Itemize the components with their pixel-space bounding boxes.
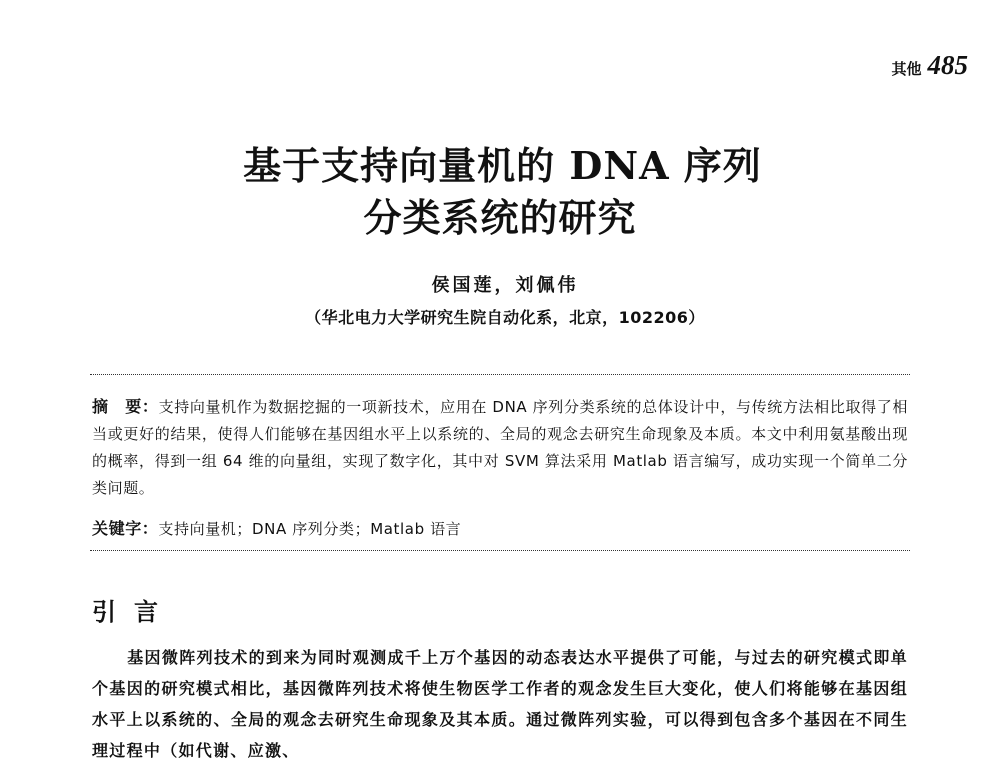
keywords-block [92,515,908,543]
abstract-text: 支持向量机作为数据挖掘的一项新技术，应用在 DNA 序列分类系统的总体设计中，与传统方法相比取得了相当或更好的结果，使得人们能够在基因组水平上以系统的、全局的观念去研究生命现象及本质。本文中利用氨基酸出现的概率，得到一组 64 维的向量组，实现了数字化，其中对 SVM 算法采用 Matlab 语言编写，成功实现一个简单二分类问题。 [92,398,908,497]
author-list: 侯国莲，刘佩伟 [431,275,579,296]
keywords-label: 关键字： [92,519,159,538]
running-head-section: 其他 [891,60,922,78]
abstract-bottom-divider [90,550,910,551]
paper-title-line-2: 分类系统的研究 [363,195,637,240]
running-head [891,50,968,81]
introduction-body [92,642,908,766]
section-heading-introduction: 引言 [92,598,176,626]
paper-title-line-1: 基于支持向量机的 DNA 序列 [243,143,762,188]
page-number: 485 [927,50,968,80]
abstract-block [92,393,908,502]
paper-title [0,140,1000,244]
abstract-label: 摘 要： [92,397,159,416]
keywords-text: 支持向量机；DNA 序列分类；Matlab 语言 [158,520,462,538]
introduction-paragraph: 基因微阵列技术的到来为同时观测成千上万个基因的动态表达水平提供了可能，与过去的研究模式即单个基因的研究模式相比，基因微阵列技术将使生物医学工作者的观念发生巨大变化，使人们将能够在基因组水平上以系统的、全局的观念去研究生命现象及其本质。通过微阵列实验，可以得到包含多个基因在不同生理过程中（如代谢、应激、 [92,648,908,760]
abstract-top-divider [90,374,910,375]
author-affiliation: （华北电力大学研究生院自动化系，北京，102206） [305,308,705,327]
